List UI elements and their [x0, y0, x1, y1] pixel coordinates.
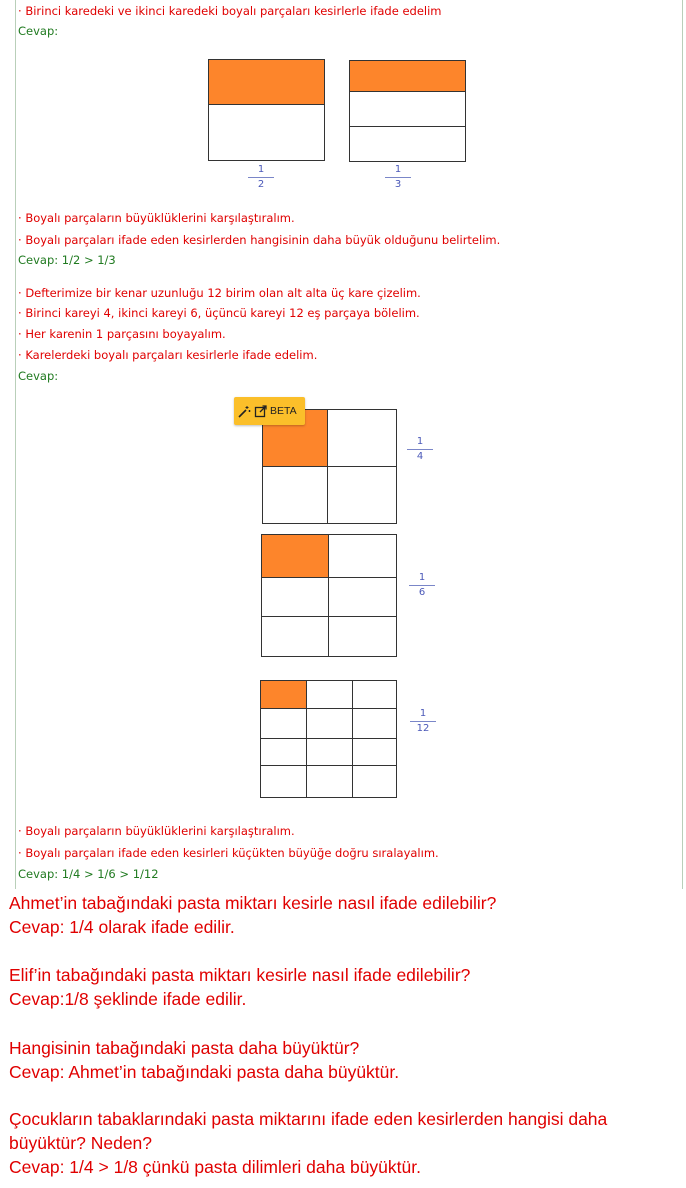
fraction-one-third: 1 3 [383, 164, 413, 191]
twelfth-cell [352, 680, 397, 709]
instruction-4: · Defterimize bir kenar uzunluğu 12 birim olan alt alta üç kare çizelim. [18, 286, 421, 300]
shaded-sixth [261, 534, 329, 578]
sixth-cell [261, 577, 329, 617]
question-3: Hangisinin tabağındaki pasta daha büyüktür? [9, 1038, 360, 1058]
square-halves [208, 59, 325, 161]
question-2: Elif’in tabağındaki pasta miktarı kesirle nasıl ifade edilebilir? [9, 965, 471, 985]
fraction-one-half: 1 2 [246, 164, 276, 191]
answer-q1: Cevap: 1/4 olarak ifade edilir. [9, 917, 235, 937]
twelfth-cell [306, 708, 353, 739]
instruction-9: · Boyalı parçaları ifade eden kesirleri küçükten büyüğe doğru sıralayalım. [18, 846, 439, 860]
answer-q2: Cevap:1/8 şeklinde ifade edilir. [9, 989, 247, 1009]
answer-label-2: Cevap: [18, 369, 59, 383]
question-4-line-1: Çocukların tabaklarındaki pasta miktarını ifade eden kesirlerden hangisi daha [9, 1109, 608, 1129]
magic-wand-icon [238, 405, 251, 418]
sixth-cell [328, 577, 397, 617]
twelfth-cell [306, 738, 353, 766]
twelfth-cell [260, 708, 307, 739]
twelfth-cell [306, 680, 353, 709]
sixth-cell [328, 534, 397, 578]
instruction-7: · Karelerdeki boyalı parçaları kesirlerle ifade edelim. [18, 348, 318, 362]
answer-label-1: Cevap: [18, 24, 59, 38]
quarter-cell [327, 466, 397, 524]
sixth-cell [328, 616, 397, 657]
twelfth-cell [352, 708, 397, 739]
fraction-one-quarter: 1 4 [405, 436, 435, 463]
sixth-cell [261, 616, 329, 657]
instruction-3: · Boyalı parçaları ifade eden kesirlerden hangisinin daha büyük olduğunu belirtelim. [18, 233, 501, 247]
twelfth-cell [260, 765, 307, 798]
question-1: Ahmet’in tabağındaki pasta miktarı kesirle nasıl ifade edilebilir? [9, 893, 497, 913]
fraction-one-sixth: 1 6 [407, 572, 437, 599]
twelfth-cell [352, 765, 397, 798]
square-twelfths [260, 680, 397, 798]
beta-label: BETA [270, 405, 297, 417]
instruction-1: · Birinci karedeki ve ikinci karedeki boyalı parçaları kesirlerle ifade edelim [18, 4, 442, 18]
beta-button[interactable] [234, 397, 305, 425]
answer-2: Cevap: 1/4 > 1/6 > 1/12 [18, 867, 159, 881]
square-sixths [261, 534, 397, 657]
question-4-line-2: büyüktür? Neden? [9, 1133, 153, 1153]
square-quarters [262, 409, 397, 524]
answer-1: Cevap: 1/2 > 1/3 [18, 253, 116, 267]
square-thirds [349, 60, 466, 162]
shaded-half [208, 59, 325, 105]
twelfth-cell [352, 738, 397, 766]
answer-q4: Cevap: 1/4 > 1/8 çünkü pasta dilimleri daha büyüktür. [9, 1157, 421, 1177]
quarter-cell [262, 466, 328, 524]
quarter-cell [327, 409, 397, 467]
instruction-2: · Boyalı parçaların büyüklüklerini karşılaştıralım. [18, 211, 295, 225]
twelfth-cell [306, 765, 353, 798]
shaded-twelfth [260, 680, 307, 709]
fraction-one-twelfth: 1 12 [408, 708, 438, 735]
twelfth-cell [260, 738, 307, 766]
third-cell [349, 91, 466, 127]
instruction-8: · Boyalı parçaların büyüklüklerini karşılaştıralım. [18, 824, 295, 838]
open-external-icon [254, 405, 267, 418]
instruction-6: · Her karenin 1 parçasını boyayalım. [18, 327, 226, 341]
answer-q3: Cevap: Ahmet’in tabağındaki pasta daha büyüktür. [9, 1062, 400, 1082]
shaded-third [349, 60, 466, 92]
instruction-5: · Birinci kareyi 4, ikinci kareyi 6, üçüncü kareyi 12 eş parçaya bölelim. [18, 306, 420, 320]
